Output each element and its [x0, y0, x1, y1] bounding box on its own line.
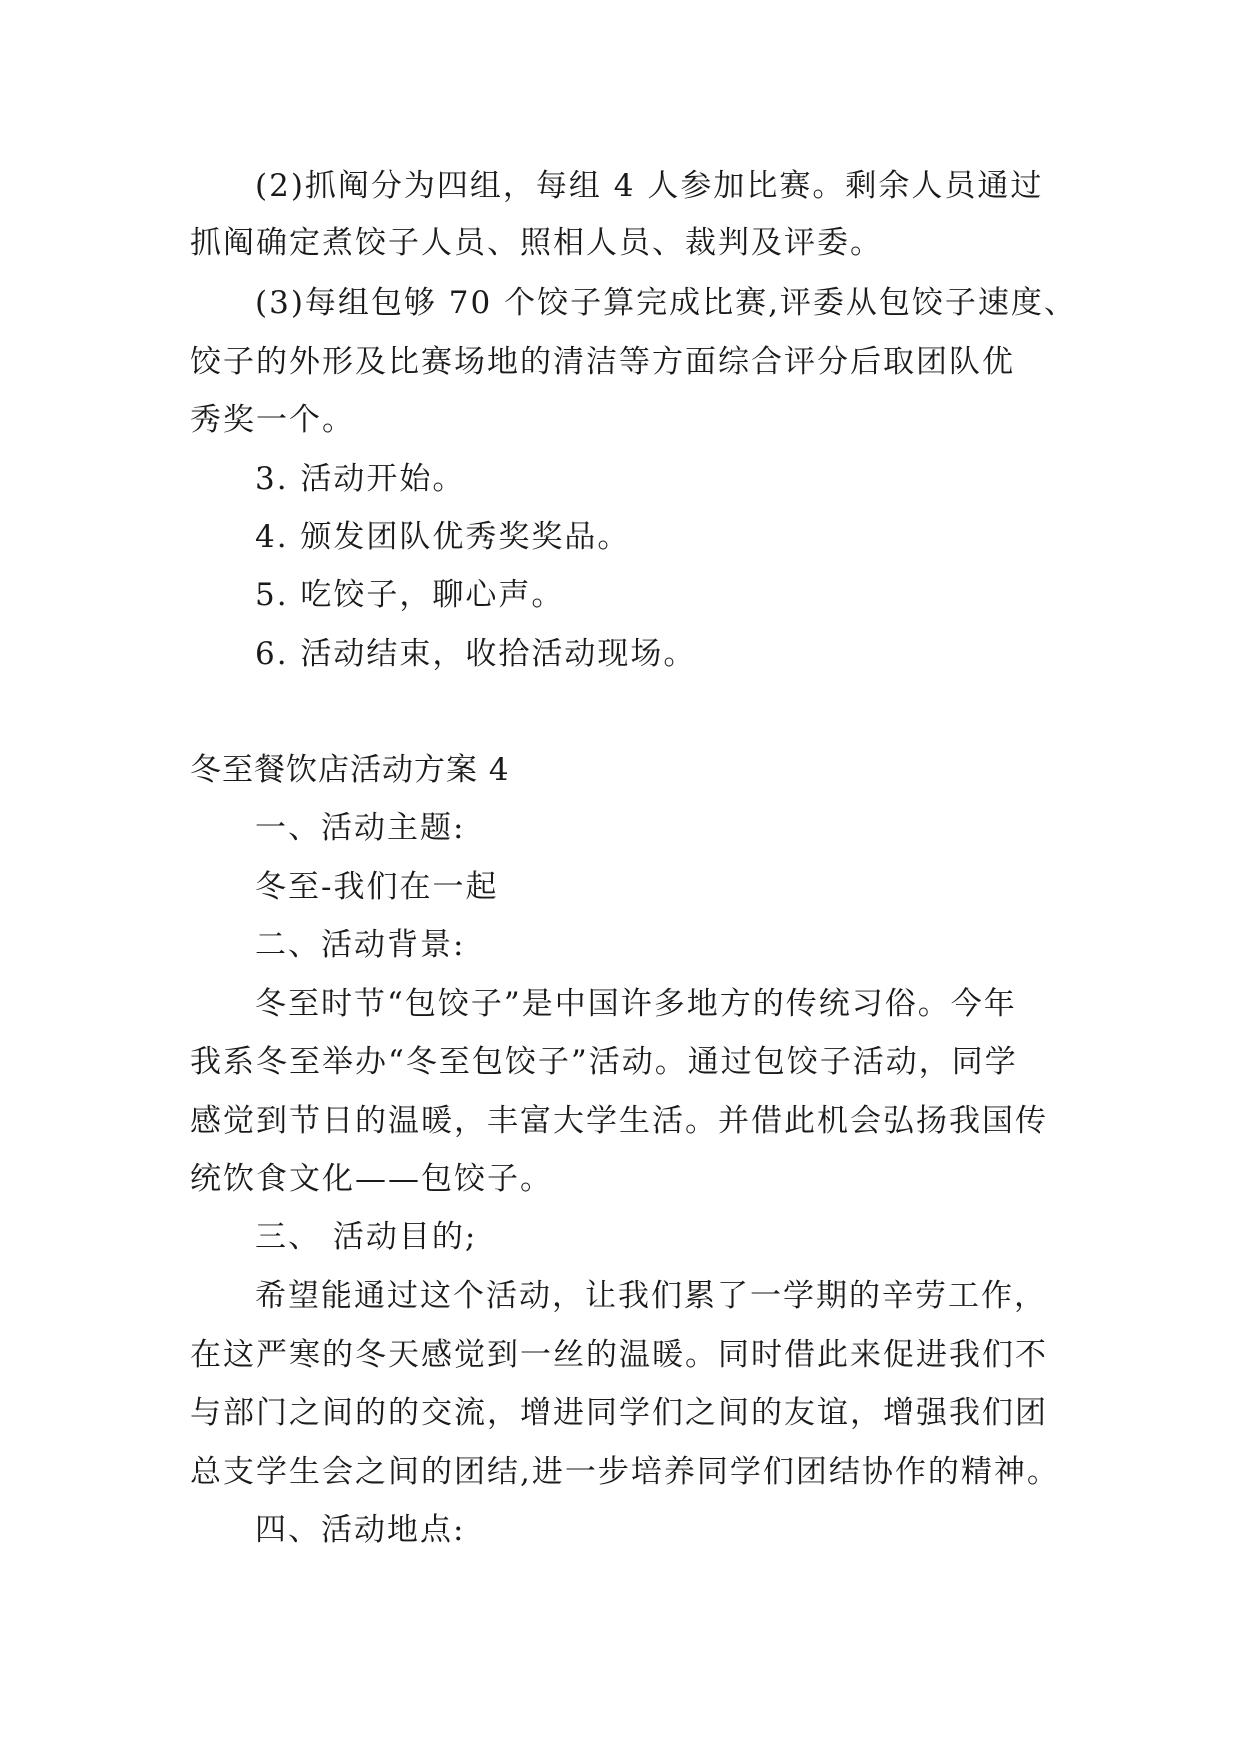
list-item: 3. 活动开始。 [255, 461, 466, 497]
paragraph-line: 在这严寒的冬天感觉到一丝的温暖。同时借此来促进我们不 [190, 1337, 1048, 1373]
section-heading: 三、 活动目的; [255, 1219, 478, 1255]
list-item: 5. 吃饺子，聊心声。 [255, 577, 565, 613]
section-heading: 一、活动主题: [255, 810, 466, 846]
list-item: 4. 颁发团队优秀奖奖品。 [255, 519, 631, 555]
paragraph-line: 饺子的外形及比赛场地的清洁等方面综合评分后取团队优 [190, 344, 1015, 380]
list-item: 6. 活动结束，收拾活动现场。 [255, 636, 697, 672]
paragraph-line: (3)每组包够 70 个饺子算完成比赛,评委从包饺子速度、 [255, 285, 1077, 321]
section-heading: 二、活动背景: [255, 927, 466, 963]
section-title: 冬至餐饮店活动方案 4 [190, 752, 510, 788]
paragraph-line: (2)抓阄分为四组，每组 4 人参加比赛。剩余人员通过 [255, 168, 1044, 204]
paragraph-line: 秀奖一个。 [190, 402, 355, 438]
paragraph-line: 感觉到节日的温暖，丰富大学生活。并借此机会弘扬我国传 [190, 1103, 1048, 1139]
paragraph-line: 希望能通过这个活动，让我们累了一学期的辛劳工作， [255, 1278, 1047, 1314]
paragraph-line: 我系冬至举办“冬至包饺子”活动。通过包饺子活动，同学 [190, 1044, 1018, 1080]
paragraph-line: 抓阄确定煮饺子人员、照相人员、裁判及评委。 [190, 225, 883, 261]
paragraph-line: 冬至时节“包饺子”是中国许多地方的传统习俗。今年 [255, 986, 1017, 1022]
paragraph-line: 与部门之间的的交流，增进同学们之间的友谊，增强我们团 [190, 1395, 1048, 1431]
paragraph-line: 总支学生会之间的团结,进一步培养同学们团结协作的精神。 [190, 1454, 1060, 1490]
paragraph-line: 统饮食文化——包饺子。 [190, 1161, 553, 1197]
paragraph-line: 冬至-我们在一起 [255, 869, 499, 905]
section-heading: 四、活动地点: [255, 1512, 466, 1548]
